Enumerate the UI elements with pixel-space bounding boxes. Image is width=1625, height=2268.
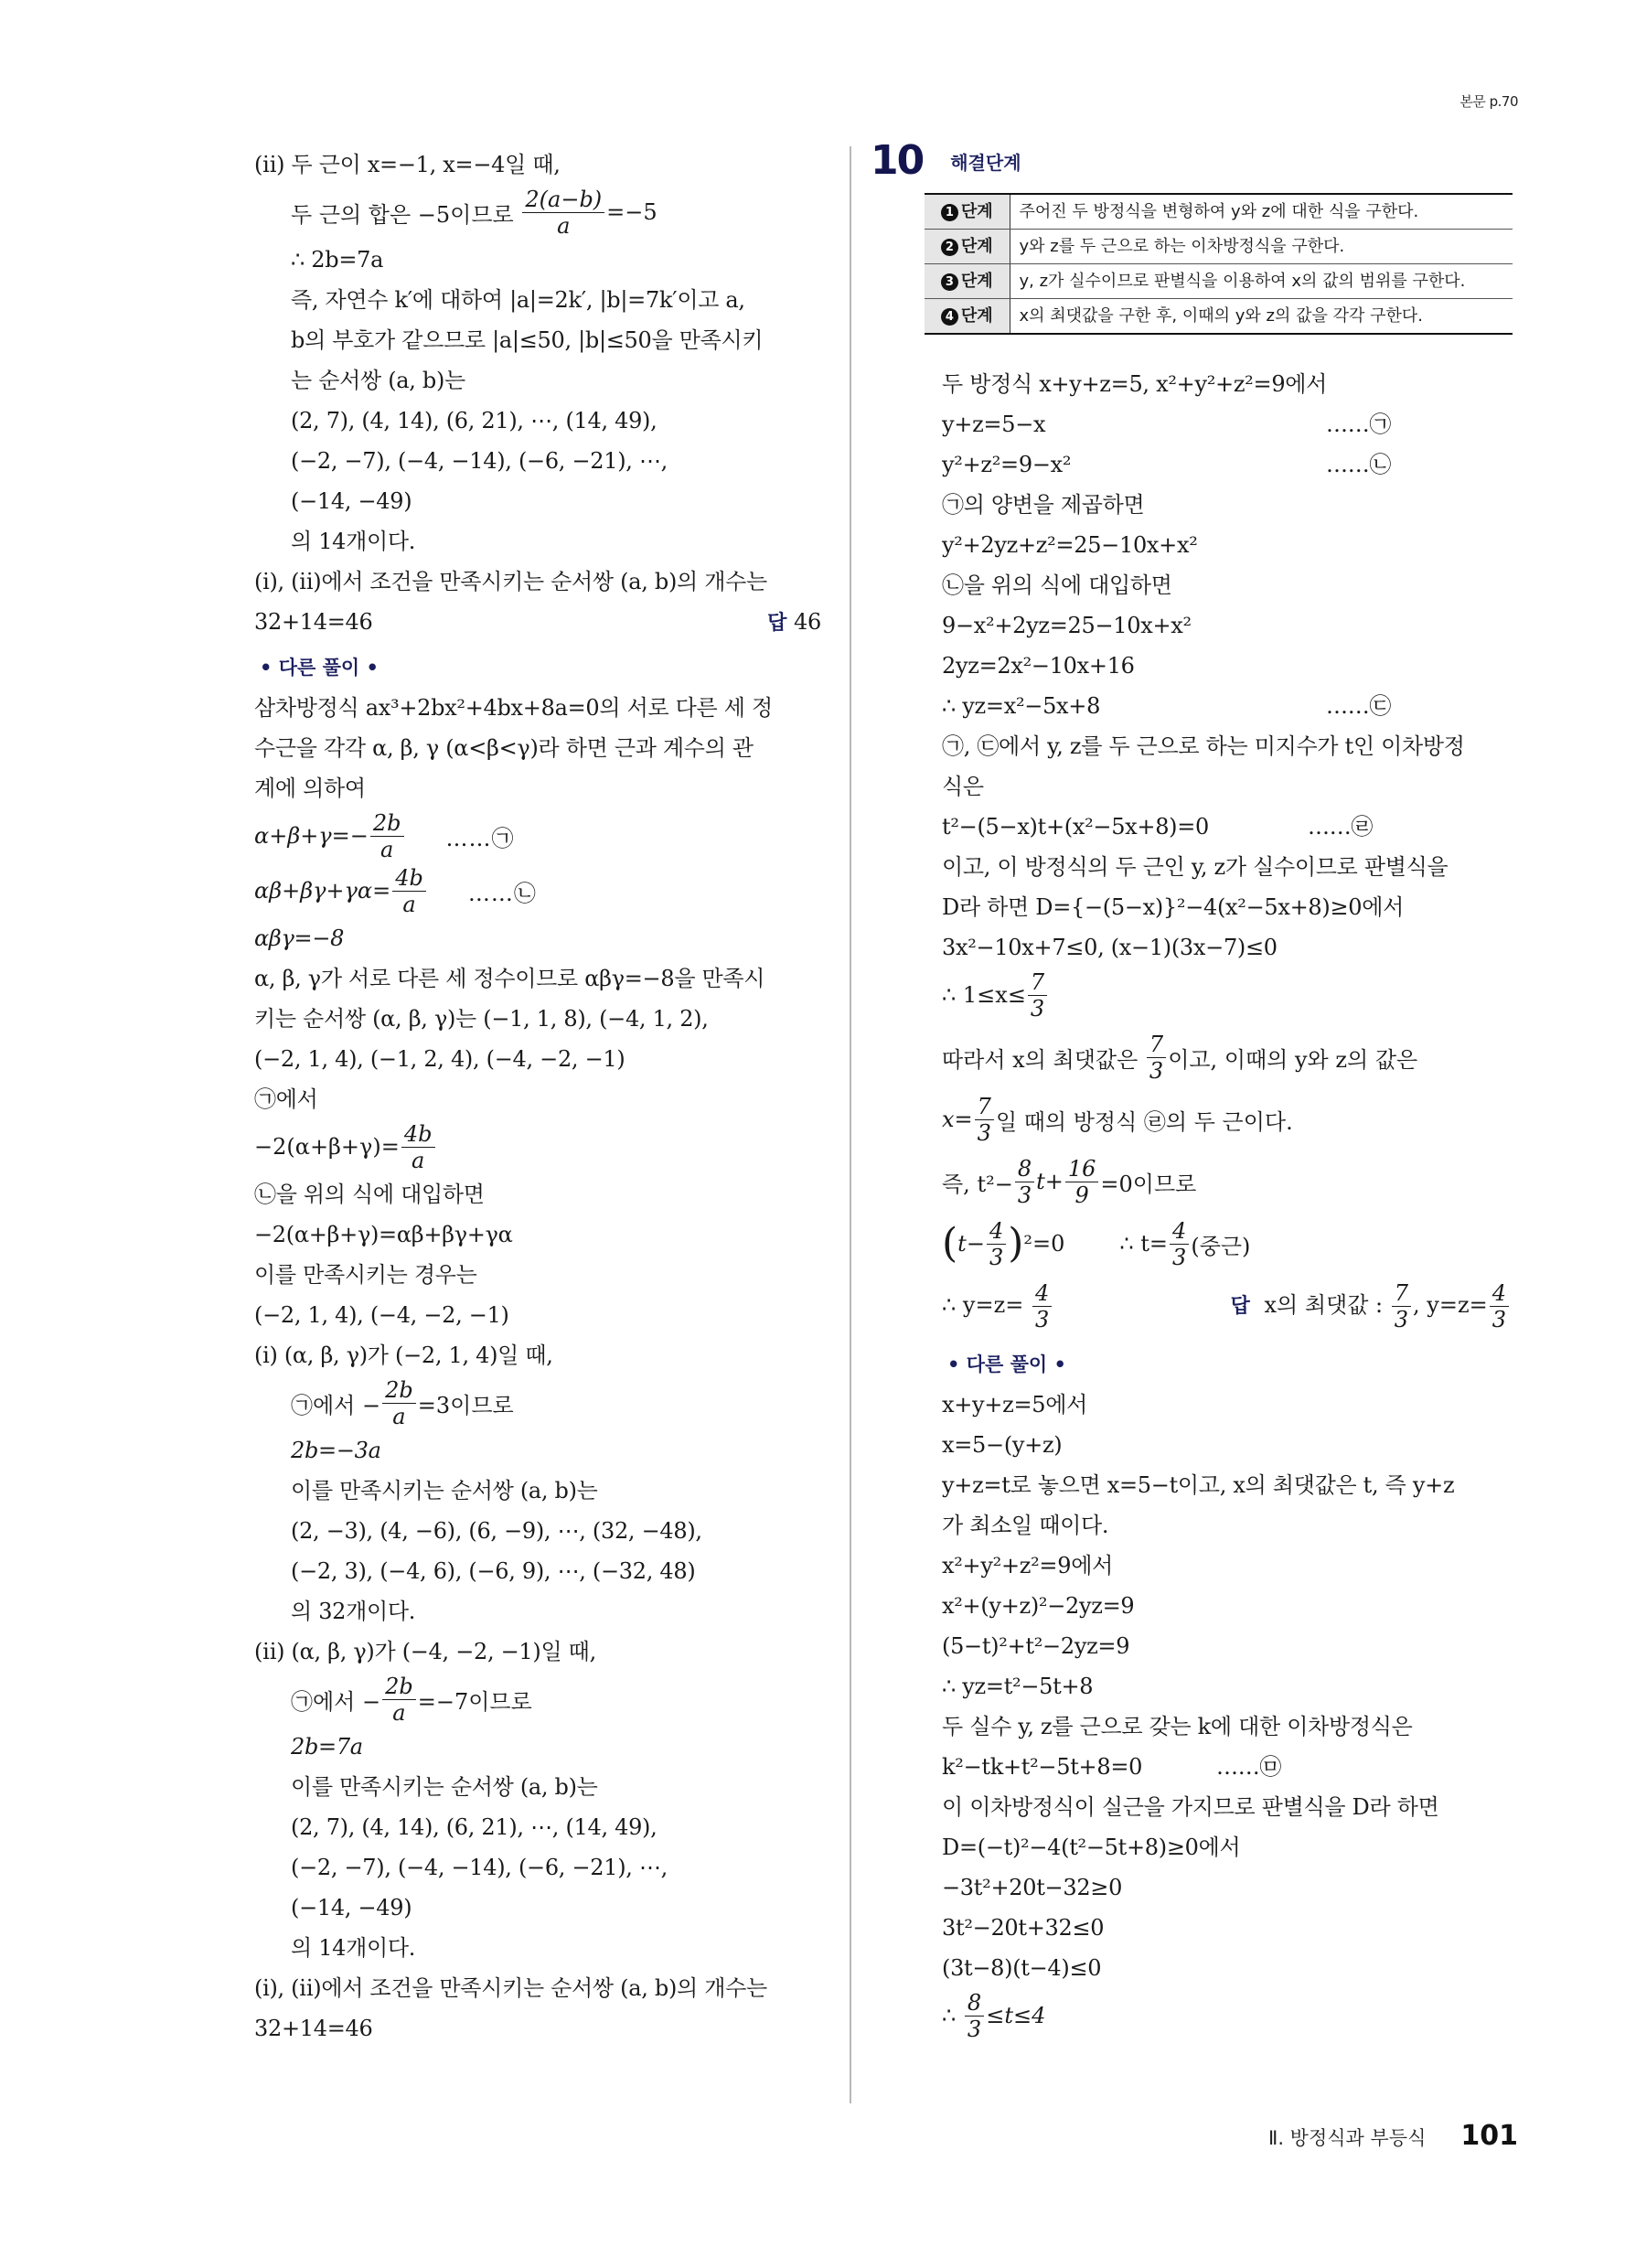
- text-line: D라 하면 D={−(5−x)}²−4(x²−5x+8)≥0에서: [942, 894, 1405, 920]
- final-conclusion: (ⅰ), (ⅱ)에서 조건을 만족시키는 순서쌍 (a, b)의 개수는: [254, 1975, 767, 2001]
- range-result: ∴ $\frac{8}{3}$ ≤t≤4: [942, 1989, 1046, 2042]
- subcase1-heading: (ⅰ) (α, β, γ)가 (−2, 1, 4)일 때,: [254, 1343, 553, 1368]
- step-text: x의 최댓값을 구한 후, 이때의 y와 z의 값을 각각 구한다.: [1010, 299, 1513, 335]
- equation-1: α+β+γ=− $\frac{2b}{a}$ ……㉠: [254, 809, 515, 862]
- text-line: b의 부호가 같으므로 |a|≤50, |b|≤50을 만족시키: [291, 327, 764, 353]
- text-line: y+z=t로 놓으면 x=5−t이고, x의 최댓값은 t, 즉 y+z: [942, 1472, 1455, 1498]
- count-line: 의 14개이다.: [291, 1935, 416, 1961]
- pairs-line: (−2, −7), (−4, −14), (−6, −21), ⋯,: [291, 1855, 668, 1880]
- text-line: 이를 만족시키는 순서쌍 (a, b)는: [291, 1774, 598, 1800]
- equation-5: −2(α+β+γ)=αβ+βγ+γα: [254, 1222, 513, 1247]
- step-row: 1 단계 주어진 두 방정식을 변형하여 y와 z에 대한 식을 구한다.: [925, 194, 1513, 230]
- text-line: 이 이차방정식이 실근을 가지므로 판별식을 D라 하면: [942, 1794, 1439, 1820]
- text-line: α, β, γ가 서로 다른 세 정수이므로 αβγ=−8을 만족시: [254, 966, 765, 991]
- text-line: ㉠에서: [254, 1086, 318, 1112]
- equation-3: αβγ=−8: [254, 925, 345, 951]
- step-number-icon: 2: [941, 239, 958, 256]
- equation-line: 3t²−20t+32≤0: [942, 1915, 1105, 1941]
- equation-marker: ……㉢: [1326, 693, 1392, 719]
- answer: 답 46: [767, 609, 821, 635]
- count-line: 의 32개이다.: [291, 1599, 416, 1624]
- right-column: [942, 364, 1511, 2043]
- equation-line: −3t²+20t−32≥0: [942, 1875, 1123, 1900]
- step-number-icon: 4: [941, 308, 958, 326]
- step-number-icon: 1: [941, 204, 958, 221]
- text-line: 가 최소일 때이다.: [942, 1513, 1109, 1538]
- subcase1-equation: ㉠에서 − $\frac{2b}{a}$ =3이므로: [291, 1376, 514, 1429]
- step-row: 3 단계 y, z가 실수이므로 판별식을 이용하여 x의 값의 범위를 구한다.: [925, 264, 1513, 299]
- equation-line: 즉, t²− $\frac{8}{3}$ t+ $\frac{16}{9}$ =0이므로: [942, 1155, 1197, 1208]
- alternative-solution-title: • 다른 풀이 •: [260, 657, 379, 679]
- text-line: 이를 만족시키는 순서쌍 (a, b)는: [291, 1478, 598, 1503]
- text-line: 삼차방정식 ax³+2bx²+4bx+8a=0의 서로 다른 세 정: [254, 695, 773, 721]
- text-line: 이를 만족시키는 경우는: [254, 1262, 477, 1288]
- text-line: (−2, 1, 4), (−1, 2, 4), (−4, −2, −1): [254, 1046, 625, 1072]
- equation-line: y²+2yz+z²=25−10x+x²: [942, 532, 1198, 558]
- equation-marker: ……㉠: [445, 825, 515, 851]
- page-number: 101: [1460, 2120, 1518, 2152]
- equation-line: (5−t)²+t²−2yz=9: [942, 1633, 1130, 1659]
- subcase2-result: 2b=7a: [291, 1734, 363, 1760]
- text-line: 두 실수 y, z를 근으로 갖는 k에 대한 이차방정식은: [942, 1714, 1413, 1739]
- text-line: 이고, 이 방정식의 두 근인 y, z가 실수이므로 판별식을: [942, 854, 1449, 880]
- equation-marker: ……㉡: [1326, 452, 1392, 477]
- pairs-line: (−2, −7), (−4, −14), (−6, −21), ⋯,: [291, 448, 668, 474]
- text-line: 즉, 자연수 k′에 대하여 |a|=2k′, |b|=7k′이고 a,: [291, 287, 745, 313]
- pairs-line: (−14, −49): [291, 488, 412, 514]
- step-text: y와 z를 두 근으로 하는 이차방정식을 구한다.: [1010, 230, 1513, 264]
- equation-line: ( t− $\frac{4}{3}$ ) ²=0 ∴ t= $\frac{4}{3}$ (중근): [942, 1217, 1251, 1270]
- equation-line: t²−(5−x)t+(x²−5x+8)=0 ……㉣: [942, 807, 1511, 847]
- step-number-icon: 3: [941, 273, 958, 291]
- text-line: 식은: [942, 774, 984, 799]
- equation-line: y+z=5−x ……㉠: [942, 404, 1511, 444]
- step-row: 2 단계 y와 z를 두 근으로 하는 이차방정식을 구한다.: [925, 230, 1513, 264]
- subcase2-equation: ㉠에서 − $\frac{2b}{a}$ =−7이므로: [291, 1673, 532, 1726]
- text-line: ㉠의 양변을 제곱하면: [942, 492, 1145, 518]
- text-line: 계에 의하여: [254, 776, 366, 801]
- equation-line: (3t−8)(t−4)≤0: [942, 1955, 1102, 1981]
- final-sum: 32+14=46: [254, 2016, 373, 2041]
- text-line: 두 방정식 x+y+z=5, x²+y²+z²=9에서: [942, 371, 1328, 397]
- case2-sum-equation: 두 근의 합은 −5이므로 $\frac{2(a-b)}{a}$ =−5: [291, 186, 657, 239]
- equation-marker: ……㉠: [1326, 412, 1392, 437]
- step-text: y, z가 실수이므로 판별식을 이용하여 x의 값의 범위를 구한다.: [1010, 264, 1513, 299]
- text-line: (−2, 1, 4), (−4, −2, −1): [254, 1302, 509, 1328]
- text-line: 따라서 x의 최댓값은 $\frac{7}{3}$ 이고, 이때의 y와 z의 값은: [942, 1031, 1418, 1084]
- step-row: 4 단계 x의 최댓값을 구한 후, 이때의 y와 z의 값을 각각 구한다.: [925, 299, 1513, 335]
- answer-row: 32+14=46 답 46: [254, 602, 821, 644]
- pairs-line: (2, −3), (4, −6), (6, −9), ⋯, (32, −48),: [291, 1518, 702, 1544]
- text-line: x= $\frac{7}{3}$ 일 때의 방정식 ㉣의 두 근이다.: [942, 1093, 1293, 1146]
- equation-line: x²+(y+z)²−2yz=9: [942, 1593, 1135, 1619]
- answer: 답 x의 최댓값 : $\frac{7}{3}$ , y=z= $\frac{4}{3}$: [1231, 1280, 1511, 1332]
- text-line: ㉡을 위의 식에 대입하면: [942, 572, 1172, 598]
- text-line: 는 순서쌍 (a, b)는: [291, 368, 465, 393]
- conclusion-line: (ⅰ), (ⅱ)에서 조건을 만족시키는 순서쌍 (a, b)의 개수는: [254, 569, 767, 594]
- answer-label: 답: [767, 612, 787, 635]
- subcase2-heading: (ⅱ) (α, β, γ)가 (−4, −2, −1)일 때,: [254, 1639, 596, 1664]
- text-line: ㉡을 위의 식에 대입하면: [254, 1182, 485, 1207]
- answer-row: ∴ y=z= $\frac{4}{3}$ 답 x의 최댓값 : $\frac{7}{3}$ , y=z= $\frac{4}{3}$: [942, 1278, 1511, 1333]
- pairs-line: (−14, −49): [291, 1895, 412, 1920]
- left-column: [254, 144, 821, 2049]
- text-line: 키는 순서쌍 (α, β, γ)는 (−1, 1, 8), (−4, 1, 2),: [254, 1006, 709, 1032]
- count-line: 의 14개이다.: [291, 529, 416, 554]
- solution-steps-table: [925, 193, 1513, 335]
- answer-label: 답: [1230, 1294, 1250, 1318]
- equation-line: 9−x²+2yz=25−10x+x²: [942, 613, 1192, 638]
- equation-line: ∴ yz=t²−5t+8: [942, 1674, 1094, 1699]
- equation-line: y²+z²=9−x² ……㉡: [942, 444, 1511, 485]
- equation-line: x²+y²+z²=9에서: [942, 1553, 1113, 1578]
- page-footer: [1268, 2120, 1518, 2152]
- equation-line: 2yz=2x²−10x+16: [942, 653, 1135, 679]
- text-line: 수근을 각각 α, β, γ (α<β<γ)라 하면 근과 계수의 관: [254, 735, 754, 761]
- equation-marker: ……㉤: [1216, 1754, 1282, 1780]
- equation-4: −2(α+β+γ)= $\frac{4b}{a}$: [254, 1119, 821, 1174]
- pairs-line: (−2, 3), (−4, 6), (−6, 9), ⋯, (−32, 48): [291, 1558, 696, 1584]
- step-text: 주어진 두 방정식을 변형하여 y와 z에 대한 식을 구한다.: [1010, 194, 1513, 230]
- page-reference: 본문 p.70: [1459, 93, 1518, 110]
- pairs-line: (2, 7), (4, 14), (6, 21), ⋯, (14, 49),: [291, 1814, 657, 1840]
- chapter-title: Ⅱ. 방정식과 부등식: [1268, 2127, 1427, 2149]
- range-result: ∴ 1≤x≤ $\frac{7}{3}$: [942, 968, 1511, 1022]
- equation-line: x+y+z=5에서: [942, 1392, 1088, 1418]
- column-divider: [850, 146, 851, 2103]
- section-title: 해결단계: [950, 152, 1021, 174]
- equation-marker: ……㉡: [467, 880, 537, 906]
- equation-line: 3x²−10x+7≤0, (x−1)(3x−7)≤0: [942, 935, 1278, 960]
- subcase1-result: 2b=−3a: [291, 1438, 381, 1463]
- alternative-solution-title: • 다른 풀이 •: [947, 1353, 1066, 1375]
- equation-2: αβ+βγ+γα= $\frac{4b}{a}$ ……㉡: [254, 864, 537, 917]
- case2-heading: (ⅱ) 두 근이 x=−1, x=−4일 때,: [254, 152, 561, 177]
- equation-line: D=(−t)²−4(t²−5t+8)≥0에서: [942, 1835, 1241, 1860]
- pairs-line: (2, 7), (4, 14), (6, 21), ⋯, (14, 49),: [291, 408, 657, 433]
- equation-marker: ……㉣: [1308, 814, 1374, 840]
- problem-header: [871, 137, 1021, 184]
- equation-line: k²−tk+t²−5t+8=0 ……㉤: [942, 1747, 1511, 1787]
- case2-result: ∴ 2b=7a: [291, 247, 384, 273]
- fraction: $\frac{2(a-b)}{a}$: [522, 187, 604, 239]
- text-line: ㉠, ㉢에서 y, z를 두 근으로 하는 미지수가 t인 이차방정: [942, 733, 1465, 759]
- equation-line: x=5−(y+z): [942, 1432, 1063, 1458]
- equation-line: ∴ yz=x²−5x+8 ……㉢: [942, 686, 1511, 726]
- problem-number: 10: [871, 137, 924, 184]
